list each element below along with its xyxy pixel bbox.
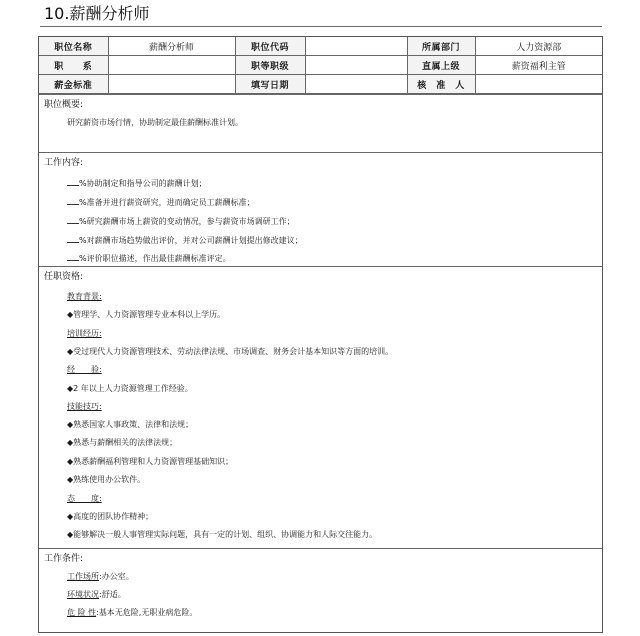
- overview-title: 职位概要:: [44, 100, 84, 110]
- job-family-value: [108, 56, 235, 75]
- page-title: 10.薪酬分析师: [44, 4, 150, 23]
- duty-item: %准备并进行薪资研究，进而确定员工薪酬标准；: [67, 196, 255, 208]
- skill-item: ◆熟悉与薪酬相关的法律法规；: [67, 438, 178, 447]
- qualifications-title: 任职资格:: [44, 272, 84, 282]
- salary-standard-value: [108, 75, 235, 94]
- duties-section: [39, 152, 602, 266]
- skill-item: ◆熟练使用办公软件。: [67, 475, 146, 484]
- work-risk: 危 险 性:基本无危险,无职业病危险。: [67, 608, 198, 617]
- attitude-item: ◆高度的团队协作精神；: [67, 512, 154, 521]
- experience-text: ◆2 年以上人力资源管理工作经验。: [67, 384, 193, 393]
- department-value: 人力资源部: [475, 37, 602, 56]
- duty-item: %协助制定和指导公司的薪酬计划；: [67, 177, 207, 189]
- education-text: ◆管理学、人力资源管理专业本科以上学历。: [67, 310, 226, 319]
- approver-value: [475, 75, 602, 94]
- position-name-label: 职位名称: [39, 37, 108, 56]
- position-name-value: 薪酬分析师: [108, 37, 235, 56]
- header-row: [39, 37, 602, 56]
- job-grade-value: [305, 56, 407, 75]
- duty-item: %评价职位描述，作出最佳薪酬标准评定。: [67, 252, 231, 264]
- position-code-label: 职位代码: [235, 37, 305, 56]
- skill-item: ◆熟悉薪酬福利管理和人力资源管理基础知识；: [67, 457, 234, 466]
- supervisor-label: 直属上级: [407, 56, 475, 75]
- job-grade-label: 职等职级: [235, 56, 305, 75]
- training-label: 培训经历:: [67, 329, 102, 338]
- attitude-item: ◆能够解决一般人事管理实际问题，具有一定的计划、组织、协调能力和人际交往能力。: [67, 530, 378, 539]
- fill-date-value: [305, 75, 407, 94]
- experience-label: 经 验:: [67, 365, 102, 374]
- header-table: [39, 37, 602, 94]
- work-place: 工作场所:办公室。: [67, 572, 134, 581]
- job-family-label: 职 系: [39, 56, 108, 75]
- duties-title: 工作内容:: [44, 158, 84, 168]
- duty-item: %研究薪酬市场上薪资的变动情况，参与薪资市场调研工作；: [67, 215, 295, 227]
- work-environment: 环境状况:舒适。: [67, 590, 126, 599]
- duty-item: %对薪酬市场趋势做出评价，并对公司薪酬计划提出修改建议；: [67, 234, 303, 246]
- attitude-label: 态 度:: [67, 494, 102, 503]
- qualifications-section: [39, 266, 602, 548]
- position-code-value: [305, 37, 407, 56]
- job-description-form: [38, 36, 603, 633]
- education-label: 教育背景:: [67, 292, 102, 301]
- conditions-title: 工作条件:: [44, 554, 84, 564]
- conditions-section: [39, 548, 602, 632]
- header-row: [39, 75, 602, 94]
- training-text: ◆受过现代人力资源管理技术、劳动法律法规、市场调查、财务会计基本知识等方面的培训。: [67, 347, 394, 356]
- fill-date-label: 填写日期: [235, 75, 305, 94]
- department-label: 所属部门: [407, 37, 475, 56]
- supervisor-value: 薪资福利主管: [475, 56, 602, 75]
- skills-label: 技能技巧:: [67, 402, 102, 411]
- overview-text: 研究薪资市场行情，协助制定最佳薪酬标准计划。: [67, 118, 243, 127]
- skill-item: ◆熟悉国家人事政策、法律和法规；: [67, 420, 194, 429]
- salary-standard-label: 薪金标准: [39, 75, 108, 94]
- header-row: [39, 56, 602, 75]
- title-divider: [40, 26, 602, 27]
- approver-label: 核 准 人: [407, 75, 475, 94]
- overview-section: [39, 94, 602, 152]
